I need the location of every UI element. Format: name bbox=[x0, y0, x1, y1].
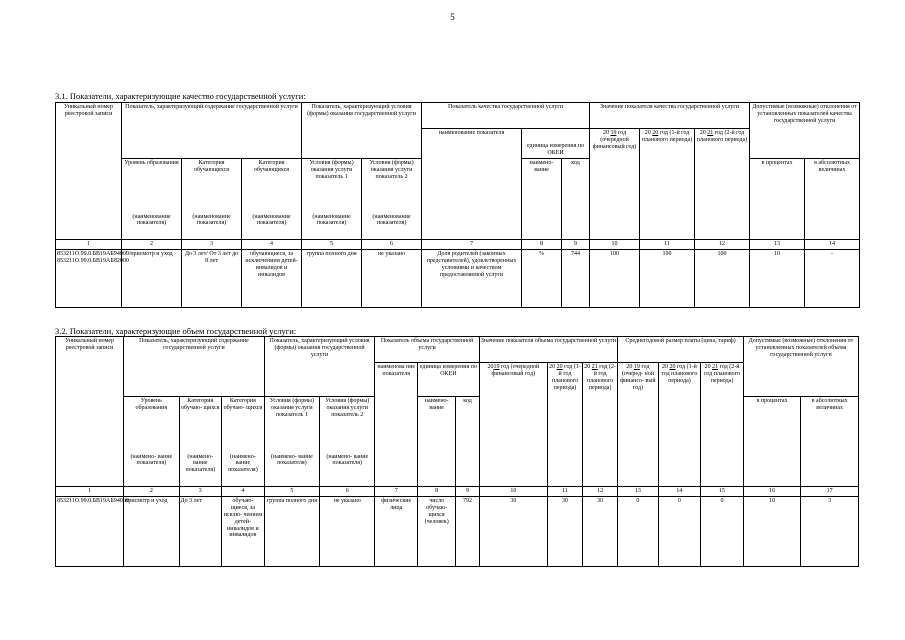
header-name-indicator: (наименование показателя) bbox=[182, 213, 242, 240]
header-year-1: 20 19 год (очередной финансовый год) bbox=[590, 129, 640, 240]
header-category-1: Категория обучающихся bbox=[182, 159, 242, 213]
column-number: 13 bbox=[618, 487, 658, 497]
cell-unit-name: % bbox=[522, 250, 562, 308]
column-number: 3 bbox=[179, 487, 222, 497]
cell-unit-code: 792 bbox=[456, 497, 479, 567]
header-conditions-indicator: Показатель, характеризующий условия (формы) оказания государственной услуги bbox=[264, 337, 375, 397]
column-number: 10 bbox=[590, 240, 640, 250]
column-number: 10 bbox=[479, 487, 547, 497]
cell-category: обучаю- щиеся, за исклю- чением детей- инвалидов и инвалидов bbox=[222, 497, 265, 567]
cell-condition-2: не указано bbox=[362, 250, 422, 308]
cell-condition-1: группа полного дня bbox=[302, 250, 362, 308]
header-content-indicator: Показатель, характеризующий содержание государственной услуги bbox=[122, 103, 302, 159]
column-number: 17 bbox=[801, 487, 859, 497]
column-number: 12 bbox=[583, 487, 618, 497]
header-unit-code: код bbox=[562, 159, 590, 240]
header-percent: в процентах bbox=[743, 397, 801, 487]
cell-percent: 10 bbox=[750, 250, 805, 308]
column-number: 9 bbox=[456, 487, 479, 497]
cell-year-1: 100 bbox=[590, 250, 640, 308]
cell-volume-year-2: 30 bbox=[547, 497, 582, 567]
cell-year-3: 100 bbox=[695, 250, 750, 308]
header-volume-year-3: 20 21 год (2-й год планового периода) bbox=[583, 363, 618, 487]
header-absolute: в абсолютных величинах bbox=[805, 159, 860, 240]
volume-indicators-table bbox=[55, 336, 859, 567]
column-number: 7 bbox=[375, 487, 418, 497]
header-volume-indicator: Показатель объема государственной услуги bbox=[375, 337, 479, 363]
quality-indicators-table bbox=[55, 102, 860, 308]
header-name-indicator: (наимено- вание показателя) bbox=[124, 453, 179, 487]
header-condition-1: Условия (формы) оказания услуги показатель 1 bbox=[302, 159, 362, 213]
header-deviation: Допустимые (возможные) отклонения от установленных показателей объема государственной услуги bbox=[743, 337, 858, 397]
cell-age: До 3 лет/ От 3 лет до 8 лет bbox=[182, 250, 242, 308]
header-quality-values: Значение показателя качества государственной услуги bbox=[590, 103, 750, 129]
header-level: Уровень образования bbox=[124, 397, 179, 453]
cell-category: обучающиеся, за исключением детей-инвалидов и инвалидов bbox=[242, 250, 302, 308]
header-percent: в процентах bbox=[750, 159, 805, 240]
column-number: 4 bbox=[222, 487, 265, 497]
cell-indicator-name: Доля родителей (законных представителей), удовлетворенных условиями и качеством предоставляемой услуги bbox=[422, 250, 522, 308]
header-name-indicator: (наименование показателя) bbox=[122, 213, 182, 240]
page-number: 5 bbox=[450, 12, 455, 22]
header-average-fee: Среднегодовой размер платы (цена, тариф) bbox=[618, 337, 744, 363]
cell-fee-year-3: 0 bbox=[701, 497, 744, 567]
cell-absolute: - bbox=[805, 250, 860, 308]
column-number: 2 bbox=[124, 487, 179, 497]
header-condition-2: Условия (формы) оказания услуги показатель 2 bbox=[320, 397, 375, 453]
header-name-indicator: (наимено- вание показателя) bbox=[264, 453, 319, 487]
column-number: 14 bbox=[805, 240, 860, 250]
header-name-indicator: (наименование показателя) bbox=[242, 213, 302, 240]
header-name-indicator: (наимено- вание показателя) bbox=[320, 453, 375, 487]
cell-year-2: 100 bbox=[640, 250, 695, 308]
header-name-indicator: (наимено- вание показателя) bbox=[179, 453, 222, 487]
column-number: 6 bbox=[362, 240, 422, 250]
header-category-1: Категория обучаю- щихся bbox=[179, 397, 222, 453]
header-name-indicator: (наименование показателя) bbox=[302, 213, 362, 240]
header-volume-year-2: 20 20 год (1-й год планового периода) bbox=[547, 363, 582, 487]
cell-condition-1: группа полного дня bbox=[264, 497, 319, 567]
header-volume-values: Значение показателя объема государственной услуги bbox=[479, 337, 617, 363]
header-year-3: 20 21 год (2-й год планового периода) bbox=[695, 129, 750, 240]
header-year-2: 20 20 год (1-й год планового периода) bbox=[640, 129, 695, 240]
column-number: 14 bbox=[658, 487, 701, 497]
registry-code: 853211О.99.0.БВ19АБ94000/ 853211О.99.0.БВ19АБ82000 bbox=[56, 250, 122, 308]
cell-service-content: присмотр и уход bbox=[122, 250, 182, 308]
column-number: 15 bbox=[701, 487, 744, 497]
header-fee-year-2: 20 20 год (1-й год планового периода) bbox=[658, 363, 701, 487]
header-level: Уровень образования bbox=[122, 159, 182, 213]
header-unique-number: Уникальный номер реестровой записи bbox=[56, 103, 122, 240]
section-2-title: 3.2. Показатели, характеризующие объем государственной услуги: bbox=[55, 326, 297, 336]
header-unit: единица измерения по ОКЕИ bbox=[522, 129, 590, 159]
cell-unit-name: число обучаю- щихся (человек) bbox=[418, 497, 456, 567]
table-row bbox=[56, 497, 859, 567]
header-indicator-name: наименование показателя bbox=[422, 129, 522, 240]
cell-volume-year-3: 30 bbox=[583, 497, 618, 567]
cell-condition-2: не указано bbox=[320, 497, 375, 567]
header-category-2: Категория обучаю- щихся bbox=[222, 397, 265, 453]
cell-age: До 3 лет bbox=[179, 497, 222, 567]
header-deviation: Допустимые (возможные) отклонения от установленных показателей качества государственной услуги bbox=[750, 103, 860, 159]
column-number: 6 bbox=[320, 487, 375, 497]
header-unique-number: Уникальный номер реестровой записи bbox=[56, 337, 124, 487]
column-number: 7 bbox=[422, 240, 522, 250]
header-unit-code: код bbox=[456, 397, 479, 487]
table-row bbox=[56, 250, 860, 308]
column-number: 5 bbox=[264, 487, 319, 497]
header-unit-name: наимено- вание bbox=[418, 397, 456, 487]
column-number: 4 bbox=[242, 240, 302, 250]
section-1-title: 3.1. Показатели, характеризующие качество государственной услуги: bbox=[55, 91, 306, 101]
header-conditions-indicator: Показатель, характеризующий условия (формы) оказания государственной услуги bbox=[302, 103, 422, 159]
header-indicator-name: наименова ние показателя bbox=[375, 363, 418, 487]
header-quality-indicator: Показатель качества государственной услуги bbox=[422, 103, 590, 129]
column-number: 11 bbox=[640, 240, 695, 250]
cell-indicator-name: физические лица bbox=[375, 497, 418, 567]
column-number: 13 bbox=[750, 240, 805, 250]
header-condition-1: Условия (формы) оказания услуги показатель 1 bbox=[264, 397, 319, 453]
header-condition-2: Условия (формы) оказания услуги показатель 2 bbox=[362, 159, 422, 213]
cell-fee-year-1: 0 bbox=[618, 497, 658, 567]
header-absolute: в абсолютных величинах bbox=[801, 397, 859, 487]
cell-percent: 10 bbox=[743, 497, 801, 567]
header-content-indicator: Показатель, характеризующий содержание государственной услуги bbox=[124, 337, 265, 397]
column-number: 5 bbox=[302, 240, 362, 250]
cell-service-content: присмотр и уход bbox=[124, 497, 179, 567]
cell-absolute: 3 bbox=[801, 497, 859, 567]
column-number: 2 bbox=[122, 240, 182, 250]
header-unit: единица измерения по ОКЕИ bbox=[418, 363, 480, 397]
column-number: 1 bbox=[56, 487, 124, 497]
column-number: 11 bbox=[547, 487, 582, 497]
registry-code: 853211О.99.0.БВ19АБ94000 bbox=[56, 497, 124, 567]
header-fee-year-1: 20 19 год (очеред- ной финансо- вый год) bbox=[618, 363, 658, 487]
header-unit-name: наимено- вание bbox=[522, 159, 562, 240]
cell-unit-code: 744 bbox=[562, 250, 590, 308]
header-category-2: Категория обучающихся bbox=[242, 159, 302, 213]
column-number: 3 bbox=[182, 240, 242, 250]
header-name-indicator: (наимено- вание показателя) bbox=[222, 453, 265, 487]
header-name-indicator: (наименование показателя) bbox=[362, 213, 422, 240]
header-volume-year-1: 2019 год (очередной финансовый год) bbox=[479, 363, 547, 487]
column-number: 9 bbox=[562, 240, 590, 250]
cell-fee-year-2: 0 bbox=[658, 497, 701, 567]
column-number: 8 bbox=[418, 487, 456, 497]
header-fee-year-3: 20 21 год (2-й год планового периода) bbox=[701, 363, 744, 487]
column-number: 1 bbox=[56, 240, 122, 250]
column-number: 12 bbox=[695, 240, 750, 250]
column-number: 8 bbox=[522, 240, 562, 250]
column-number: 16 bbox=[743, 487, 801, 497]
cell-volume-year-1: 30 bbox=[479, 497, 547, 567]
